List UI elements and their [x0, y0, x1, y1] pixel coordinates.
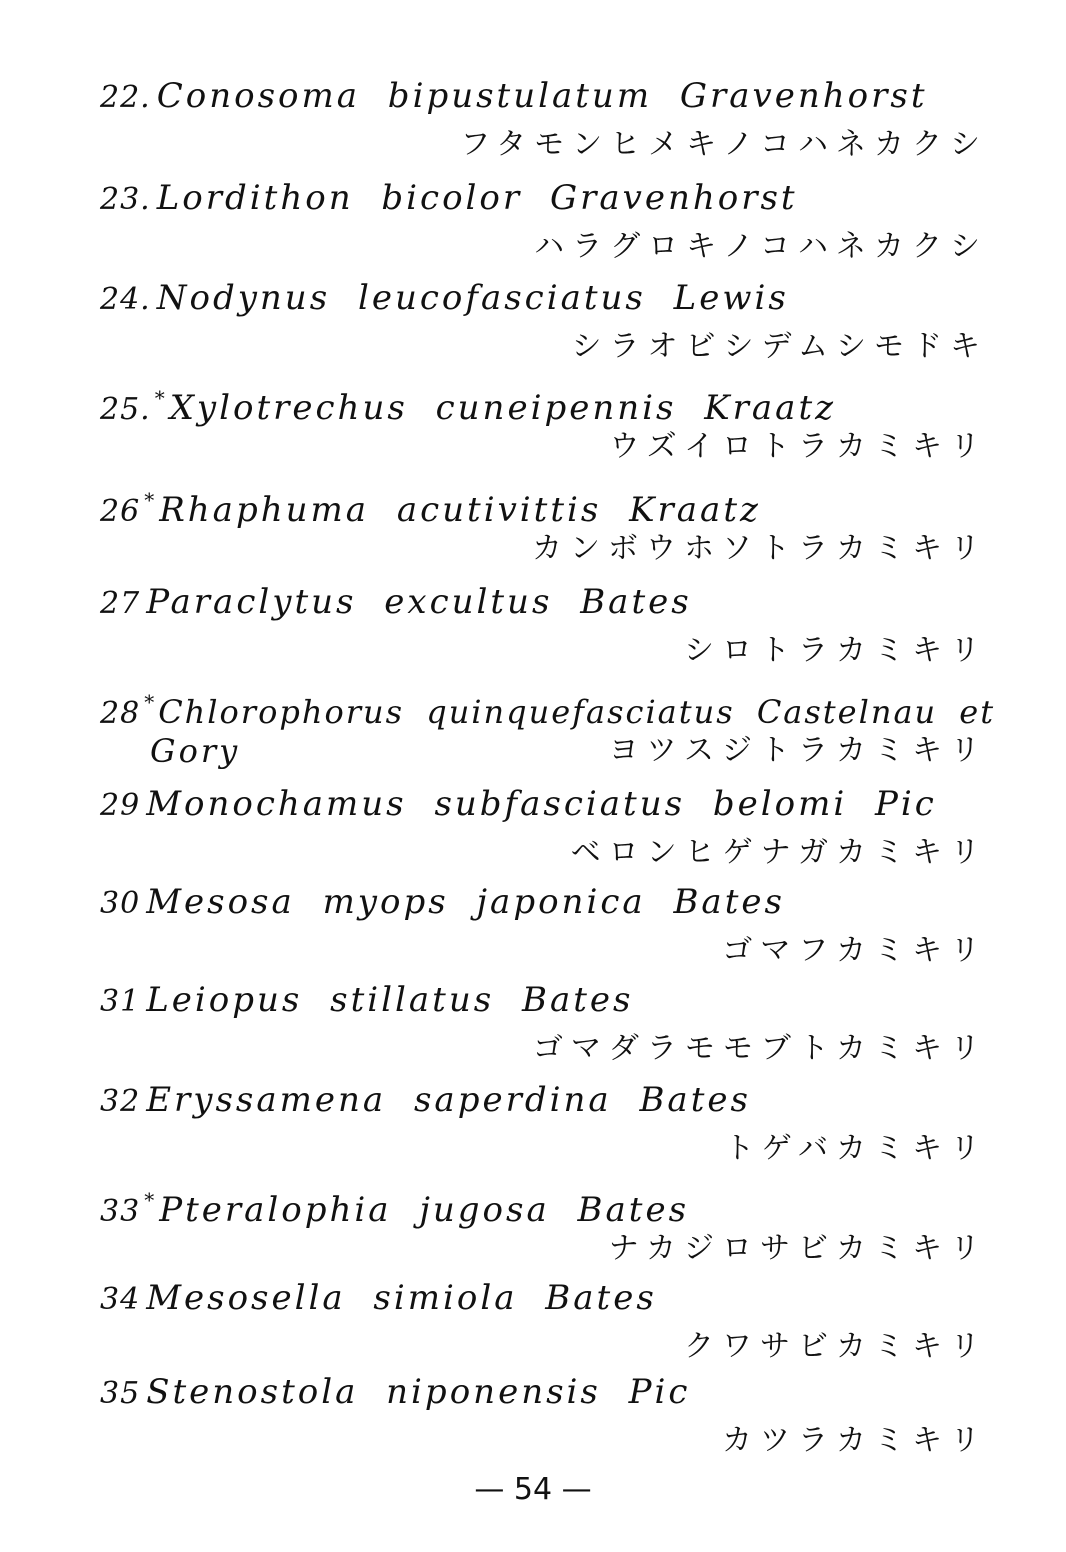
- scientific-name-line: [100, 678, 996, 731]
- entry-number: 24.: [100, 282, 151, 317]
- japanese-name: ハラグロキノコハネカクシ: [534, 229, 988, 264]
- scientific-name: Monochamus subfasciatus belomi Pic: [146, 784, 937, 824]
- scientific-name: Mesosa myops japonica Bates: [146, 882, 785, 922]
- asterisk-mark: *: [154, 386, 168, 410]
- species-entry-28: [0, 678, 1066, 778]
- scientific-name: Pteralophia jugosa Bates: [159, 1190, 690, 1230]
- entry-number: 33: [100, 1194, 141, 1229]
- japanese-name: トゲバカミキリ: [724, 1131, 988, 1166]
- entry-number: 25.: [100, 392, 151, 427]
- japanese-name: ヨツスジトラカミキリ: [608, 733, 988, 768]
- species-entry-25: [0, 374, 1066, 474]
- scientific-name: Stenostola niponensis Pic: [146, 1372, 691, 1412]
- entry-number: 32: [100, 1084, 141, 1119]
- scientific-name: Chlorophorus quinquefasciatus Castelnau et: [158, 693, 996, 731]
- species-entry-35: [0, 1368, 1066, 1468]
- scientific-name-line: [100, 1368, 690, 1416]
- scientific-name: Paraclytus excultus Bates: [146, 582, 692, 622]
- japanese-name: フタモンヒメキノコハネカクシ: [460, 127, 988, 162]
- scientific-name-line: [100, 578, 692, 626]
- species-entry-32: [0, 1076, 1066, 1176]
- species-entry-31: [0, 976, 1066, 1076]
- scientific-name-line: [100, 174, 798, 222]
- japanese-name: ベロンヒゲナガカミキリ: [570, 835, 988, 870]
- author-continuation: Gory: [150, 732, 241, 770]
- scientific-name-line: [100, 976, 633, 1024]
- scientific-name-line: [100, 1176, 690, 1230]
- species-entry-24: [0, 274, 1066, 374]
- scientific-name-line: [100, 72, 928, 120]
- scientific-name-line: [100, 1274, 657, 1322]
- scientific-name-line: [100, 878, 785, 926]
- scientific-name: Xylotrechus cuneipennis Kraatz: [169, 388, 837, 428]
- scientific-name-line: [100, 274, 789, 322]
- japanese-name: カツラカミキリ: [722, 1423, 988, 1458]
- scientific-name: Mesosella simiola Bates: [146, 1278, 657, 1318]
- entry-number: 31: [100, 984, 141, 1019]
- entry-number: 23.: [100, 182, 151, 217]
- japanese-name: ゴマダラモモブトカミキリ: [532, 1031, 988, 1066]
- asterisk-mark: *: [144, 1188, 158, 1212]
- entry-number: 22.: [100, 80, 151, 115]
- species-entry-34: [0, 1274, 1066, 1374]
- species-entry-29: [0, 780, 1066, 880]
- scientific-name-line: [100, 374, 837, 428]
- scientific-name: Rhaphuma acutivittis Kraatz: [159, 490, 761, 530]
- entry-number: 29: [100, 788, 141, 823]
- japanese-name: ゴマフカミキリ: [722, 933, 988, 968]
- asterisk-mark: *: [144, 488, 158, 512]
- species-entry-27: [0, 578, 1066, 678]
- species-entry-30: [0, 878, 1066, 978]
- page-number: — 54 —: [474, 1472, 592, 1507]
- entry-number: 30: [100, 886, 141, 921]
- japanese-name: シラオビシデムシモドキ: [571, 329, 988, 364]
- scientific-name: Leiopus stillatus Bates: [146, 980, 634, 1020]
- scientific-name: Eryssamena saperdina Bates: [146, 1080, 751, 1120]
- japanese-name: ナカジロサビカミキリ: [608, 1231, 988, 1266]
- japanese-name: シロトラカミキリ: [684, 633, 988, 668]
- species-entry-23: [0, 174, 1066, 274]
- species-entry-22: [0, 72, 1066, 172]
- scientific-name-line: [100, 476, 761, 530]
- asterisk-mark: *: [144, 690, 157, 714]
- japanese-name: カンボウホソトラカミキリ: [532, 531, 988, 566]
- japanese-name: ウズイロトラカミキリ: [609, 429, 988, 464]
- scientific-name-line: [100, 1076, 751, 1124]
- entry-number: 28: [100, 696, 141, 731]
- species-entry-33: [0, 1176, 1066, 1276]
- scientific-name: Nodynus leucofasciatus Lewis: [156, 278, 789, 318]
- entry-number: 35: [100, 1376, 141, 1411]
- scientific-name-line: [100, 780, 937, 828]
- species-entry-26: [0, 476, 1066, 576]
- entry-number: 27: [100, 586, 141, 621]
- entry-number: 26: [100, 494, 141, 529]
- scientific-name: Conosoma bipustulatum Gravenhorst: [156, 76, 928, 116]
- scientific-name: Lordithon bicolor Gravenhorst: [156, 178, 798, 218]
- japanese-name: クワサビカミキリ: [684, 1329, 988, 1364]
- entry-number: 34: [100, 1282, 141, 1317]
